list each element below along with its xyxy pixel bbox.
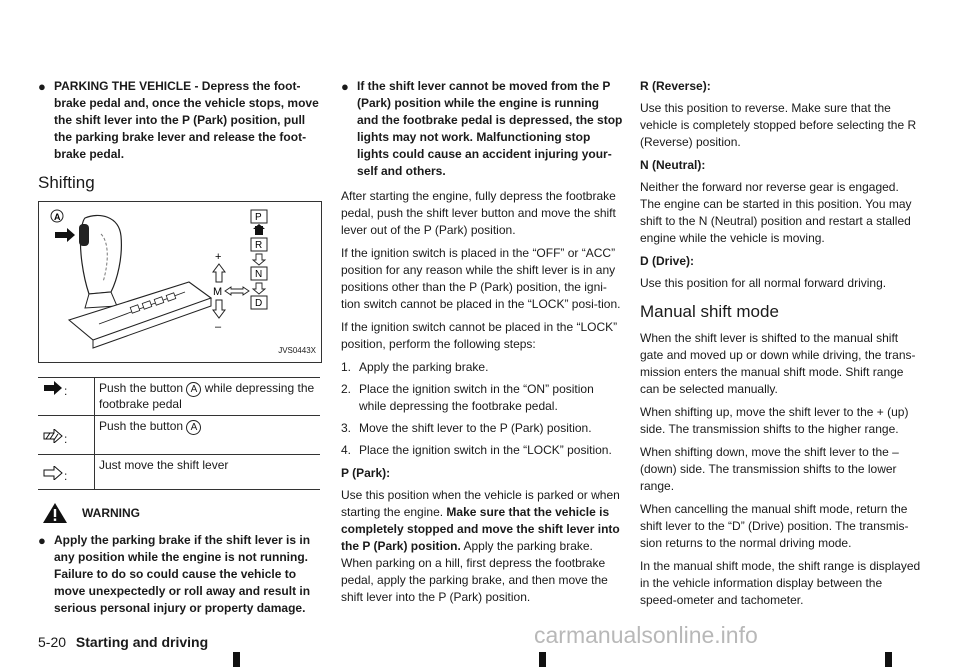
list-item [341, 420, 623, 437]
bullet-dot: ● [38, 79, 46, 94]
warning-label: WARNING [82, 505, 140, 520]
legend-row [38, 455, 320, 490]
paragraph-ignition: If the ignition switch is placed in the “OFF” or “ACC” position for any reason while the shift lever is in any positions other than the P (Park) position, the igni-tion switch cannot be placed in the “LOCK” posi-tion. [341, 246, 621, 311]
legend-symbol-cell [38, 416, 95, 455]
button-a-icon: A [186, 382, 201, 397]
drive-heading: D (Drive): [640, 254, 695, 268]
shift-boot [85, 292, 117, 308]
manual-shift-heading: Manual shift mode [640, 302, 779, 321]
warning-bullet [38, 532, 320, 617]
reverse-text: Use this position to reverse. Make sure that the vehicle is completely stopped before selecting the R (Reverse) position. [640, 101, 917, 149]
step-text: Move the shift lever to the P (Park) position. [359, 421, 592, 435]
gate-n-label: N [255, 269, 263, 280]
page-number: 5-20 [38, 634, 67, 650]
park-text-2: Apply the parking brake. When parking on a hill, first depress the footbrake pedal, apply the parking brake, and then move the shift lever into the P (Park) position. [341, 539, 608, 604]
gate-double-arrow-icon [253, 224, 265, 235]
crop-mark [539, 652, 546, 667]
legend-colon: : [64, 432, 68, 446]
manual-down-arrow-icon [213, 300, 225, 318]
manual-paragraph-1: When the shift lever is shifted to the manual shift gate and moved up or down while driving, the trans-mission enters the manual shift mode. Shift range can be selected manually. [640, 331, 916, 396]
list-item [341, 381, 623, 415]
legend-colon: : [64, 384, 68, 398]
list-item [341, 359, 623, 376]
park-text-1: Use this position when the vehicle is parked or when starting the engine. [341, 488, 620, 519]
manual-up-arrow-icon [213, 264, 225, 282]
step-number: 4. [341, 443, 352, 457]
manual-minus-label: – [215, 321, 222, 333]
legend-row [38, 378, 320, 416]
steps-list [341, 359, 623, 459]
list-item [341, 442, 623, 459]
legend-text-cell [95, 416, 321, 455]
hatched-arrow-icon [42, 429, 64, 443]
gate-r-label: R [255, 240, 263, 251]
paragraph-steps-intro: If the ignition switch cannot be placed in the “LOCK” position, perform the following steps: [341, 320, 618, 351]
neutral-text: Neither the forward nor reverse gear is engaged. The engine can be started in this position. You may shift to the N (Neutral) position and restart a stalled engine while the vehicle is moving. [640, 180, 912, 245]
park-heading: P (Park): [341, 466, 391, 480]
parking-bullet [38, 78, 320, 163]
step-number: 1. [341, 360, 352, 374]
shift-lever-figure [38, 201, 322, 363]
knob-button [79, 224, 89, 246]
legend-symbol-cell [38, 378, 95, 416]
column-left [38, 78, 320, 625]
legend-symbol-cell [38, 455, 95, 490]
warning-header [38, 502, 320, 524]
legend-text: Push the button [99, 381, 184, 395]
stop-lights-bullet [341, 78, 623, 180]
neutral-heading: N (Neutral): [640, 158, 706, 172]
park-paragraph [341, 487, 623, 606]
bullet-dot: ● [341, 79, 349, 94]
stop-lights-bullet-text: If the shift lever cannot be moved from the P (Park) position while the engine is running and the footbrake pedal is depressed, the stop lights may not work. Malfunctioning stop lights could cause an accident injuring your-self and others. [357, 79, 623, 178]
shifting-heading: Shifting [38, 173, 95, 192]
column-middle [341, 78, 623, 612]
legend-text-cell [95, 378, 321, 416]
manual-paragraph-5: In the manual shift mode, the shift range is displayed in the vehicle information display between the speed-ometer and tachometer. [640, 559, 921, 607]
manual-paragraph-4: When cancelling the manual shift mode, return the shift lever to the “D” (Drive) position. The transmis-sion returns to the normal driving mode. [640, 502, 909, 550]
column-right [640, 78, 922, 615]
step-number: 2. [341, 382, 352, 396]
manual-paragraph-2: When shifting up, move the shift lever to the + (up) side. The transmission shifts to the higher range. [640, 405, 909, 436]
step-text: Apply the parking brake. [359, 360, 489, 374]
manual-paragraph-3: When shifting down, move the shift lever to the – (down) side. The transmission shifts to the lower range. [640, 445, 899, 493]
step-text: Place the ignition switch in the “LOCK” position. [359, 443, 612, 457]
manual-plus-label: + [215, 251, 222, 263]
gate-arrow-icon [253, 254, 265, 265]
parking-bullet-text: PARKING THE VEHICLE - Depress the foot-brake pedal and, once the vehicle stops, move the shift lever into the P (Park) position, pull the parking brake lever and release the foot-brake pedal. [54, 79, 319, 161]
bullet-dot: ● [38, 533, 46, 548]
shift-legend-table [38, 377, 320, 490]
crop-mark [885, 652, 892, 667]
figure-code: JVS0443X [278, 346, 316, 355]
gate-p-label: P [255, 212, 262, 223]
legend-text: Just move the shift lever [99, 458, 229, 472]
paragraph-after-start: After starting the engine, fully depress the footbrake pedal, push the shift lever button and move the shift lever out of the P (Park) position. [341, 189, 616, 237]
legend-text: Push the button [99, 419, 184, 433]
gate-arrow-icon-2 [253, 283, 265, 294]
outline-arrow-icon [42, 466, 64, 480]
watermark: carmanualsonline.info [534, 622, 758, 648]
manual-m-label: M [213, 286, 223, 298]
callout-arrow-icon [55, 228, 75, 242]
page-footer [38, 634, 208, 651]
solid-arrow-icon [42, 381, 64, 395]
reverse-heading: R (Reverse): [640, 79, 711, 93]
legend-text-2: while depressing the footbrake pedal [99, 381, 315, 411]
crop-mark [233, 652, 240, 667]
legend-row [38, 416, 320, 455]
step-number: 3. [341, 421, 352, 435]
button-a-icon: A [186, 420, 201, 435]
section-title: Starting and driving [75, 634, 209, 650]
step-text: Place the ignition switch in the “ON” position while depressing the footbrake pedal. [359, 382, 594, 413]
warning-triangle-icon [42, 502, 68, 524]
gate-d-label: D [255, 298, 263, 309]
legend-text-cell [95, 455, 321, 490]
manual-side-arrow-icon [225, 287, 249, 295]
legend-colon: : [64, 469, 68, 483]
park-text-bold: Make sure that the vehicle is completely stopped and move the shift lever into the P (Park) position. [341, 505, 620, 553]
callout-a-label: A [54, 212, 61, 222]
shift-lever-illustration [39, 202, 321, 362]
warning-bullet-text: Apply the parking brake if the shift lever is in any position while the engine is not running. Failure to do so could cause the vehicle to move unexpectedly or roll away and result in serious personal injury or property damage. [54, 533, 311, 615]
drive-text: Use this position for all normal forward driving. [640, 276, 887, 290]
